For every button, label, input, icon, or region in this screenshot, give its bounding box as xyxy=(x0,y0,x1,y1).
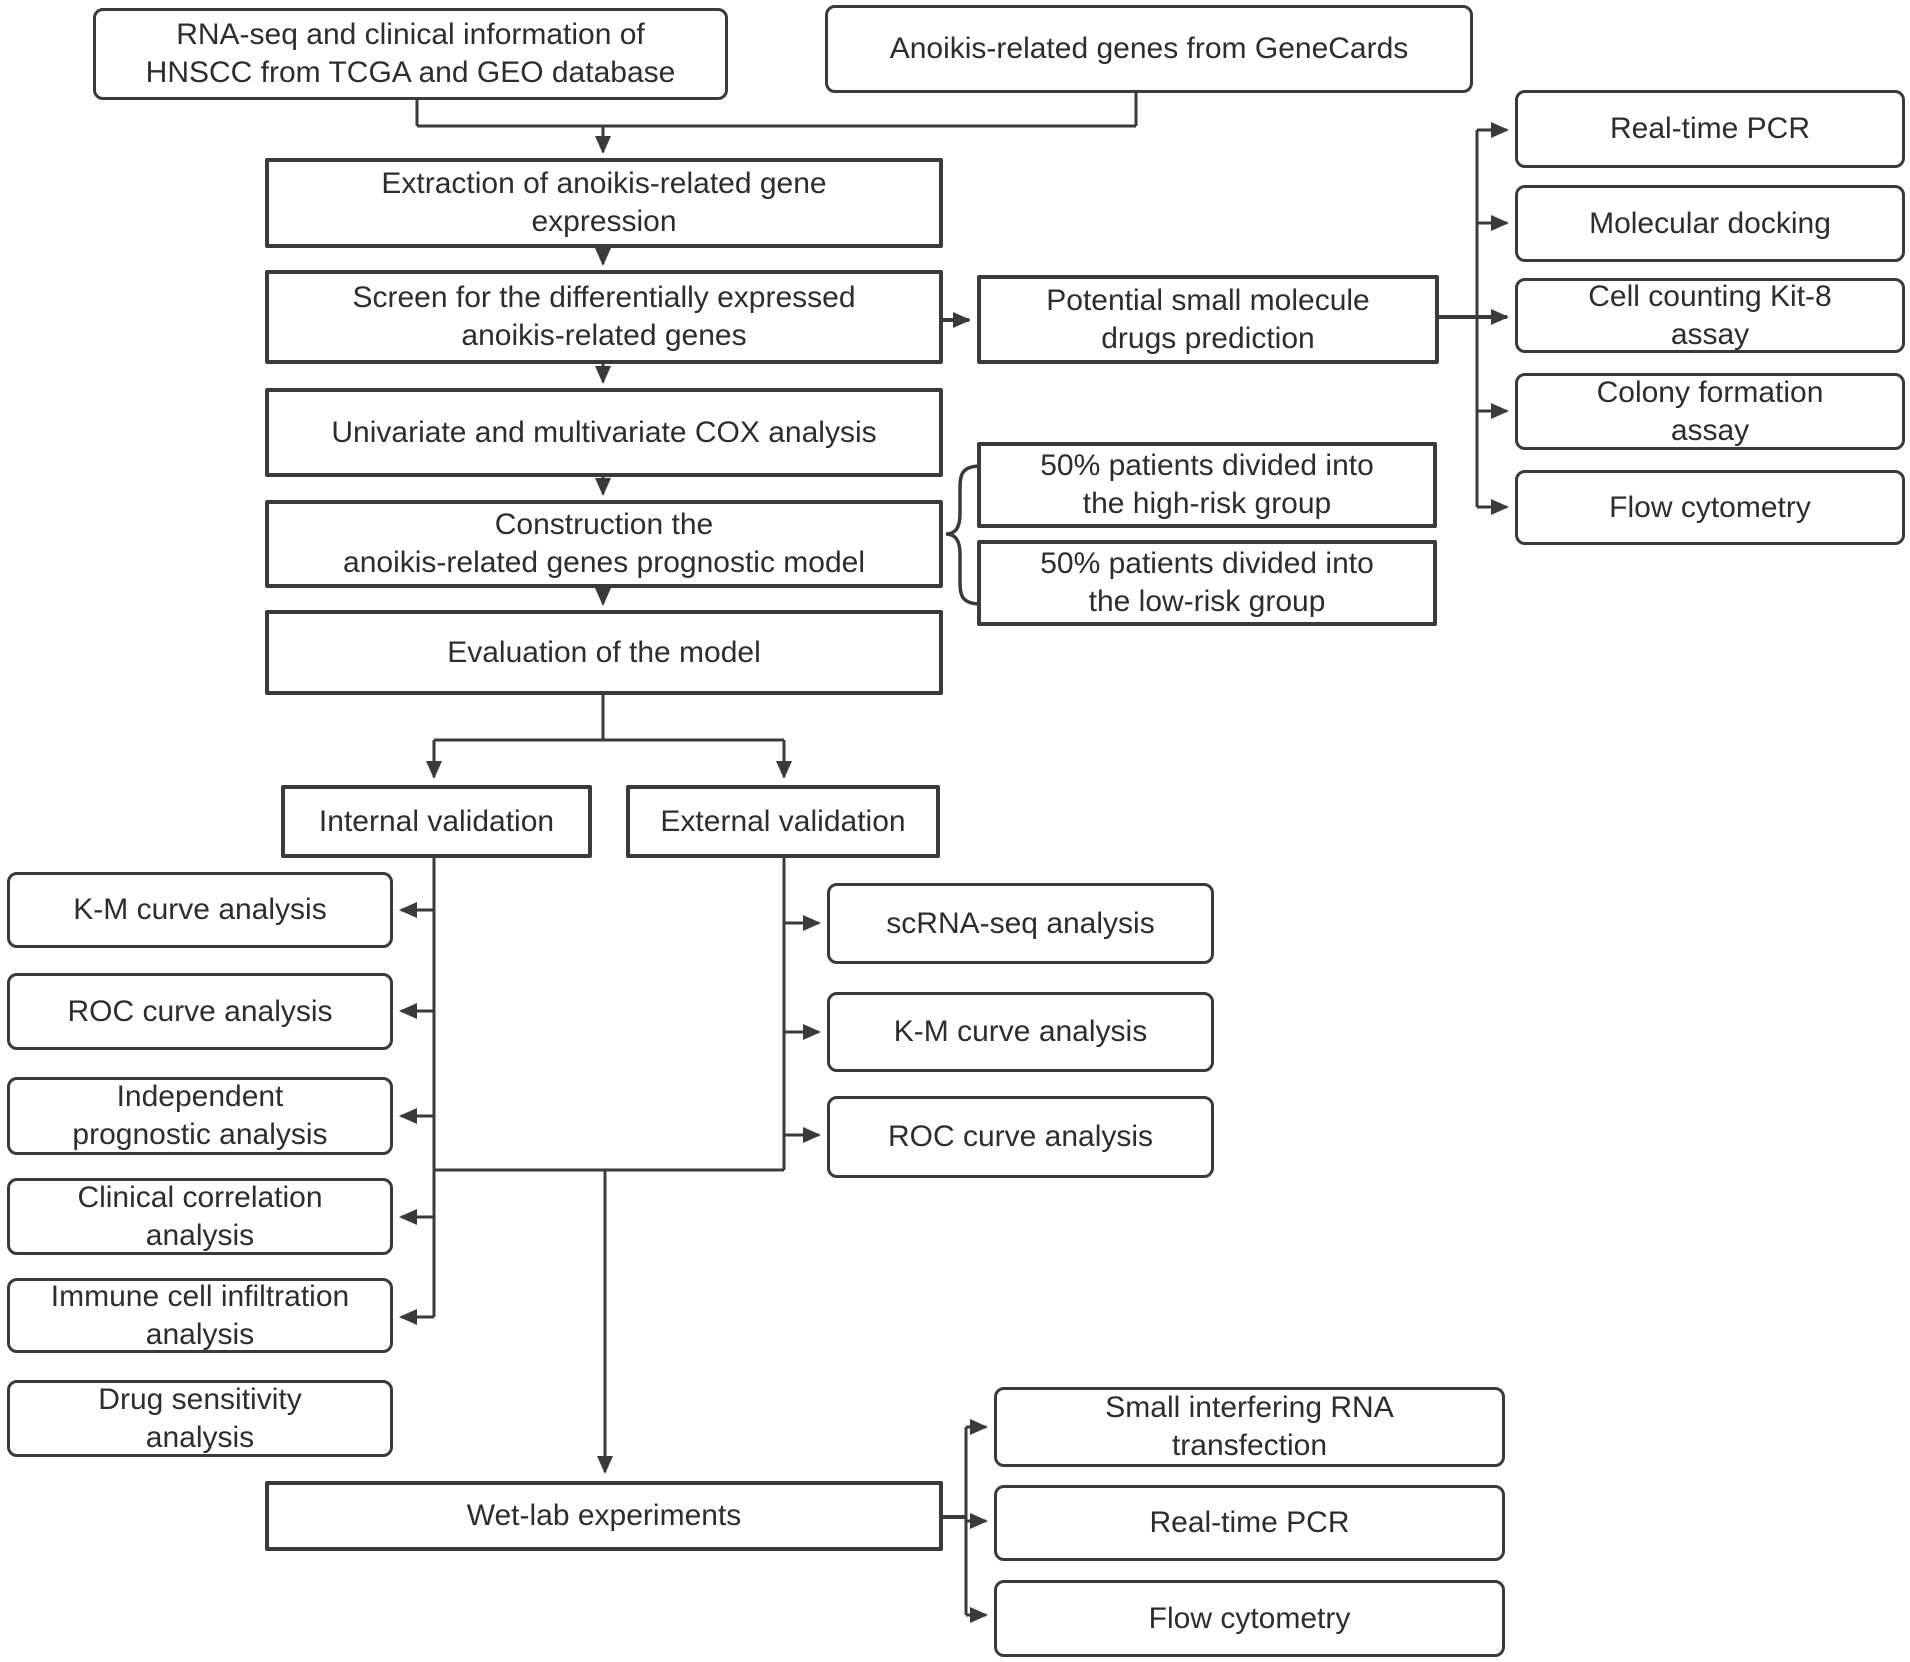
node-extraction: Extraction of anoikis-related gene expression xyxy=(265,158,943,248)
node-colony-formation: Colony formation assay xyxy=(1515,373,1905,450)
node-screen-deg: Screen for the differentially expressed anoikis-related genes xyxy=(265,270,943,364)
node-flow-cytometry-wetlab: Flow cytometry xyxy=(994,1580,1505,1657)
node-rnaseq-source: RNA-seq and clinical information of HNSCC from TCGA and GEO database xyxy=(93,8,728,100)
node-km-internal: K-M curve analysis xyxy=(7,872,393,948)
node-internal-validation: Internal validation xyxy=(281,785,592,858)
node-high-risk-group: 50% patients divided into the high-risk group xyxy=(977,442,1437,528)
node-flow-cytometry-assay: Flow cytometry xyxy=(1515,470,1905,545)
node-scrna-analysis: scRNA-seq analysis xyxy=(827,883,1214,964)
node-clinical-correlation: Clinical correlation analysis xyxy=(7,1178,393,1255)
node-potential-drugs: Potential small molecule drugs prediction xyxy=(977,275,1439,364)
node-drug-sensitivity: Drug sensitivity analysis xyxy=(7,1380,393,1457)
node-realtime-pcr-wetlab: Real-time PCR xyxy=(994,1485,1505,1561)
node-realtime-pcr-assay: Real-time PCR xyxy=(1515,90,1905,168)
node-roc-external: ROC curve analysis xyxy=(827,1096,1214,1178)
node-independent-prognostic: Independent prognostic analysis xyxy=(7,1077,393,1155)
node-cck8-assay: Cell counting Kit-8 assay xyxy=(1515,278,1905,353)
node-external-validation: External validation xyxy=(626,785,940,858)
node-km-external: K-M curve analysis xyxy=(827,992,1214,1072)
curly-brace xyxy=(946,466,981,604)
node-construction-model: Construction the anoikis-related genes prognostic model xyxy=(265,500,943,588)
node-sirna-transfection: Small interfering RNA transfection xyxy=(994,1387,1505,1467)
node-cox-analysis: Univariate and multivariate COX analysis xyxy=(265,388,943,477)
node-low-risk-group: 50% patients divided into the low-risk group xyxy=(977,540,1437,626)
node-immune-infiltration: Immune cell infiltration analysis xyxy=(7,1278,393,1353)
node-molecular-docking: Molecular docking xyxy=(1515,185,1905,262)
node-roc-internal: ROC curve analysis xyxy=(7,973,393,1050)
node-wet-lab: Wet-lab experiments xyxy=(265,1481,943,1551)
node-evaluation: Evaluation of the model xyxy=(265,610,943,695)
node-genecards-source: Anoikis-related genes from GeneCards xyxy=(825,5,1473,93)
